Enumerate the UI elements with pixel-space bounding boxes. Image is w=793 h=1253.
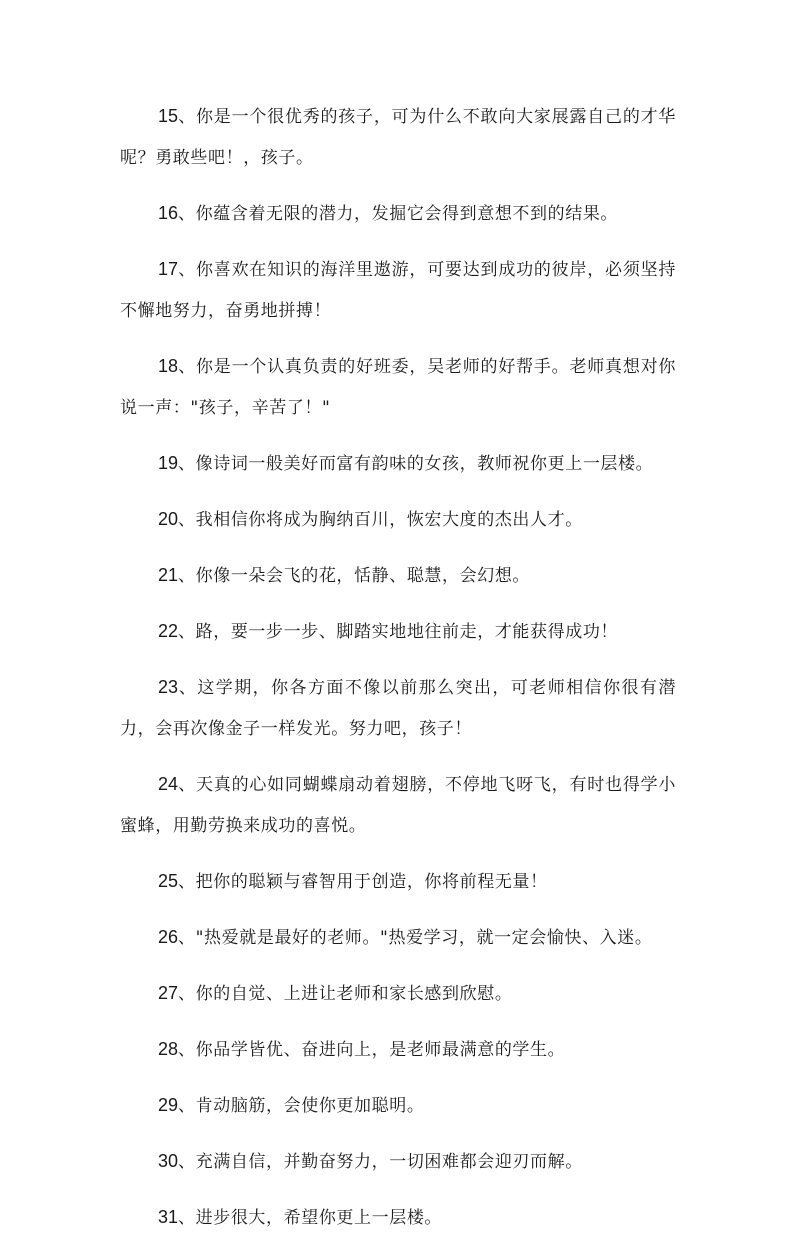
item-number: 24 [158,774,179,794]
item-number: 27 [158,983,179,1003]
list-item [120,443,676,485]
item-number: 15 [158,106,179,126]
item-number: 17 [158,259,179,279]
item-text: 、天真的心如同蝴蝶扇动着翅膀，不停地飞呀飞，有时也得学小蜜蜂，用勤劳换来成功的喜悦。 [120,775,676,836]
item-text: 、你蕴含着无限的潜力，发掘它会得到意想不到的结果。 [178,204,619,224]
item-number: 26 [158,927,179,947]
list-item [120,917,676,959]
list-item [120,764,676,847]
item-text: 、像诗词一般美好而富有韵味的女孩，教师祝你更上一层楼。 [178,454,654,474]
list-item [120,346,676,429]
item-text: 、我相信你将成为胸纳百川，恢宏大度的杰出人才。 [178,510,583,530]
item-text: 、你的自觉、上进让老师和家长感到欣慰。 [178,984,513,1004]
item-number: 30 [158,1151,179,1171]
item-text: 、你品学皆优、奋进向上，是老师最满意的学生。 [178,1040,566,1060]
item-text: 、进步很大，希望你更上一层楼。 [178,1208,443,1228]
item-text: 、你喜欢在知识的海洋里遨游，可要达到成功的彼岸，必须坚持不懈地努力，奋勇地拼搏！ [120,260,676,321]
list-item [120,499,676,541]
item-text: 、这学期，你各方面不像以前那么突出，可老师相信你很有潜力，会再次像金子一样发光。努力吧，孩子！ [120,678,676,739]
list-item [120,249,676,332]
list-item [120,973,676,1015]
item-text: 、"热爱就是最好的老师。"热爱学习，就一定会愉快、入迷。 [178,928,653,948]
item-text: 、你是一个认真负责的好班委，吴老师的好帮手。老师真想对你说一声："孩子，辛苦了！" [120,357,676,418]
item-number: 16 [158,203,179,223]
item-text: 、你是一个很优秀的孩子，可为什么不敢向大家展露自己的才华呢？勇敢些吧！，孩子。 [120,107,676,168]
list-item [120,1197,676,1239]
list-item [120,193,676,235]
item-number: 25 [158,871,179,891]
item-number: 18 [158,356,179,376]
item-number: 19 [158,453,179,473]
list-item [120,1141,676,1183]
list-item [120,667,676,750]
item-number: 21 [158,565,179,585]
item-text: 、路，要一步一步、脚踏实地地往前走，才能获得成功！ [178,622,619,642]
item-number: 20 [158,509,179,529]
item-number: 29 [158,1095,179,1115]
item-number: 23 [158,677,179,697]
item-text: 、充满自信，并勤奋努力，一切困难都会迎刃而解。 [178,1152,583,1172]
item-text: 、把你的聪颖与睿智用于创造，你将前程无量！ [178,872,548,892]
list-item [120,861,676,903]
list-item [120,611,676,653]
item-number: 22 [158,621,179,641]
list-item [120,555,676,597]
item-text: 、你像一朵会飞的花，恬静、聪慧，会幻想。 [178,566,531,586]
list-item [120,96,676,179]
item-text: 、肯动脑筋，会使你更加聪明。 [178,1096,425,1116]
item-number: 31 [158,1207,179,1227]
item-number: 28 [158,1039,179,1059]
document-body [120,96,676,1253]
list-item [120,1085,676,1127]
list-item [120,1029,676,1071]
